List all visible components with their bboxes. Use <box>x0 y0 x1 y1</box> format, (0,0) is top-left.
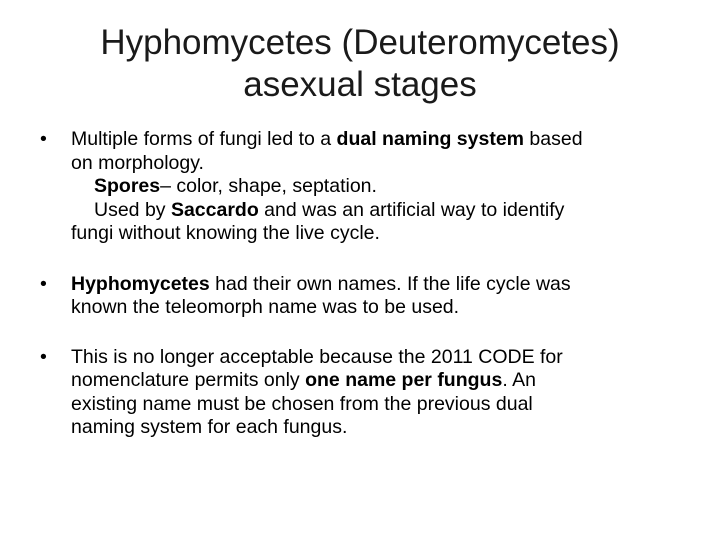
bullet-item-2 <box>40 273 680 320</box>
bullet-marker: • <box>40 128 47 150</box>
title-line-2: asexual stages <box>243 65 477 104</box>
bullet-3-line-3: existing name must be chosen from the previous dual <box>71 392 533 415</box>
bullet-3-line-2: nomenclature permits only one name per fungus. An <box>71 369 536 391</box>
bullet-item-3 <box>40 346 680 440</box>
bullet-marker: • <box>40 345 47 368</box>
bullet-1-line-1: Multiple forms of fungi led to a dual naming system based <box>71 128 583 150</box>
bullet-item-1 <box>40 128 680 246</box>
bullet-marker: • <box>40 272 47 295</box>
bullet-1-line-2: on morphology. <box>71 151 204 174</box>
bullet-1-line-3: Spores– color, shape, septation. <box>94 175 377 197</box>
bullet-1-line-5: fungi without knowing the live cycle. <box>71 222 380 244</box>
bullet-1-line-4: Used by Saccardo and was an artificial way to identify <box>94 198 565 221</box>
bullet-2-line-1: Hyphomycetes had their own names. If the life cycle was <box>71 272 571 295</box>
bullet-3-line-4: naming system for each fungus. <box>71 416 348 438</box>
bullet-3-line-1: This is no longer acceptable because the 2011 CODE for <box>71 345 563 368</box>
bullet-2-line-2: known the teleomorph name was to be used. <box>71 296 460 318</box>
slide-title <box>20 22 700 106</box>
title-line-1: Hyphomycetes (Deuteromycetes) <box>100 23 620 62</box>
slide-body <box>40 128 680 440</box>
